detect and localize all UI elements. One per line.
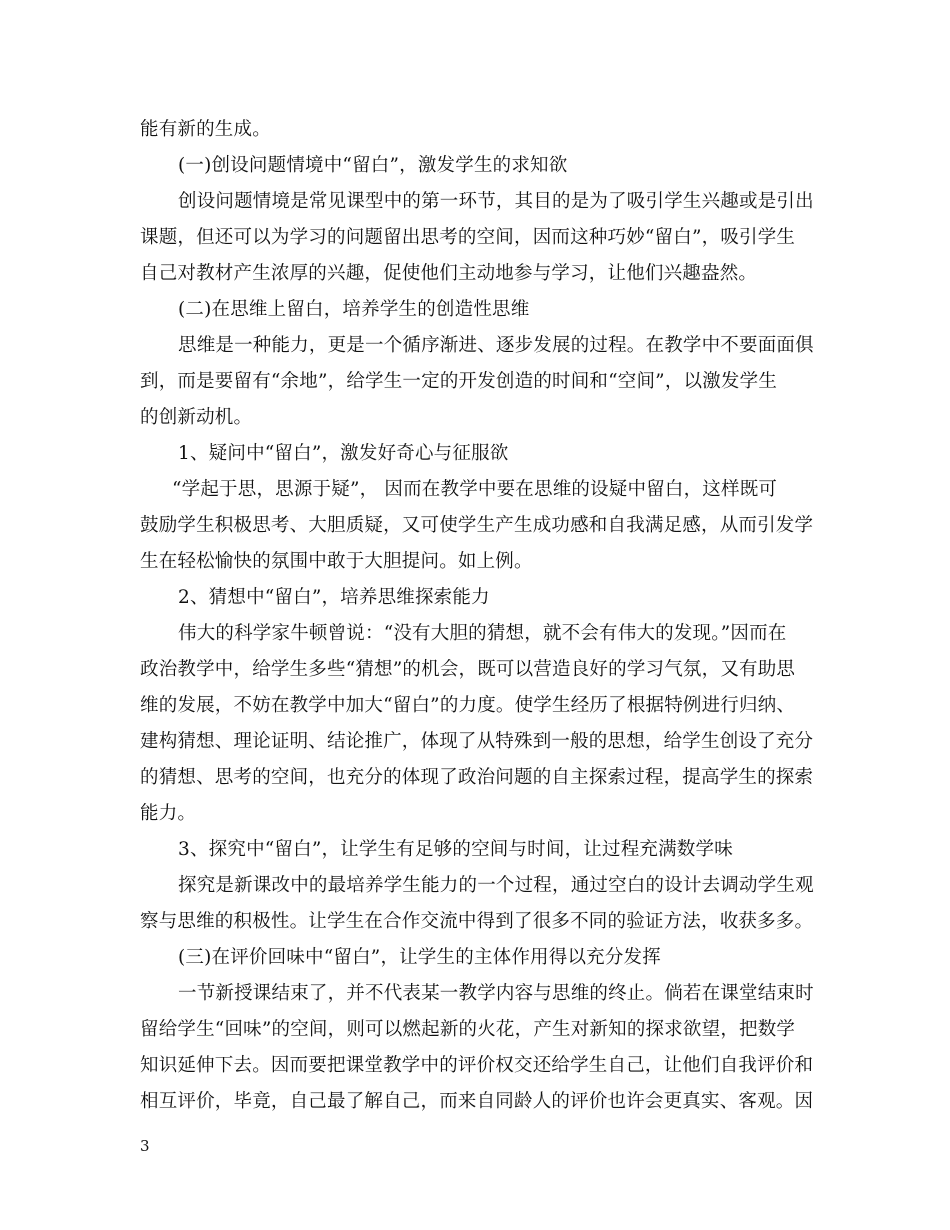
text-line: 建构猜想、理论证明、结论推广，体现了从特殊到一般的思想，给学生创设了充分 (140, 731, 814, 752)
text-line: 鼓励学生积极思考、大胆质疑，又可使学生产生成功感和自我满足感，从而引发学 (140, 515, 814, 536)
text-line: 自己对教材产生浓厚的兴趣，促使他们主动地参与学习，让他们兴趣盎然。 (140, 263, 758, 284)
subsection-heading: 1、疑问中“留白”，激发好奇心与征服欲 (178, 443, 509, 464)
text-line: 探究是新课改中的最培养学生能力的一个过程，通过空白的设计去调动学生观 (178, 875, 814, 896)
subsection-heading: 2、猜想中“留白”，培养思维探索能力 (178, 587, 490, 608)
page-number: 3 (140, 1137, 150, 1155)
text-line: 能力。 (140, 803, 197, 824)
text-line: 知识延伸下去。因而要把课堂教学中的评价权交还给学生自己，让他们自我评价和 (140, 1055, 814, 1076)
text-line: 察与思维的积极性。让学生在合作交流中得到了很多不同的验证方法，收获多多。 (140, 911, 814, 932)
text-line: 一节新授课结束了，并不代表某一教学内容与思维的终止。倘若在课堂结束时 (178, 983, 814, 1004)
text-line: “学起于思，思源于疑”， 因而在教学中要在思维的设疑中留白，这样既可 (172, 479, 778, 500)
text-line: 课题，但还可以为学习的问题留出思考的空间，因而这种巧妙“留白”，吸引学生 (140, 227, 796, 248)
text-line: 生在轻松愉快的氛围中敢于大胆提问。如上例。 (140, 551, 533, 572)
text-line: 思维是一种能力，更是一个循序渐进、逐步发展的过程。在教学中不要面面俱 (178, 335, 814, 356)
text-line: 相互评价，毕竟，自己最了解自己，而来自同龄人的评价也许会更真实、客观。因 (140, 1091, 814, 1112)
text-line: 维的发展，不妨在教学中加大“留白”的力度。使学生经历了根据特例进行归纳、 (140, 695, 796, 716)
section-heading: (三)在评价回味中“留白”，让学生的主体作用得以充分发挥 (178, 947, 661, 968)
section-heading: (一)创设问题情境中“留白”，激发学生的求知欲 (178, 155, 568, 176)
text-line: 伟大的科学家牛顿曾说：“没有大胆的猜想，就不会有伟大的发现。”因而在 (178, 623, 787, 644)
subsection-heading: 3、探究中“留白”，让学生有足够的空间与时间，让过程充满数学味 (178, 839, 733, 860)
text-line: 留给学生“回味”的空间，则可以燃起新的火花，产生对新知的探求欲望，把数学 (140, 1019, 796, 1040)
text-line: 创设问题情境是常见课型中的第一环节，其目的是为了吸引学生兴趣或是引出 (178, 191, 814, 212)
section-heading: (二)在思维上留白，培养学生的创造性思维 (178, 299, 530, 320)
text-line: 的创新动机。 (140, 407, 253, 428)
text-line: 政治教学中，给学生多些“猜想”的机会，既可以营造良好的学习气氛，又有助思 (140, 659, 796, 680)
text-line: 的猜想、思考的空间，也充分的体现了政治问题的自主探索过程，提高学生的探索 (140, 767, 814, 788)
text-line: 能有新的生成。 (140, 119, 271, 140)
text-line: 到，而是要留有“余地”，给学生一定的开发创造的时间和“空间”，以激发学生 (140, 371, 778, 392)
